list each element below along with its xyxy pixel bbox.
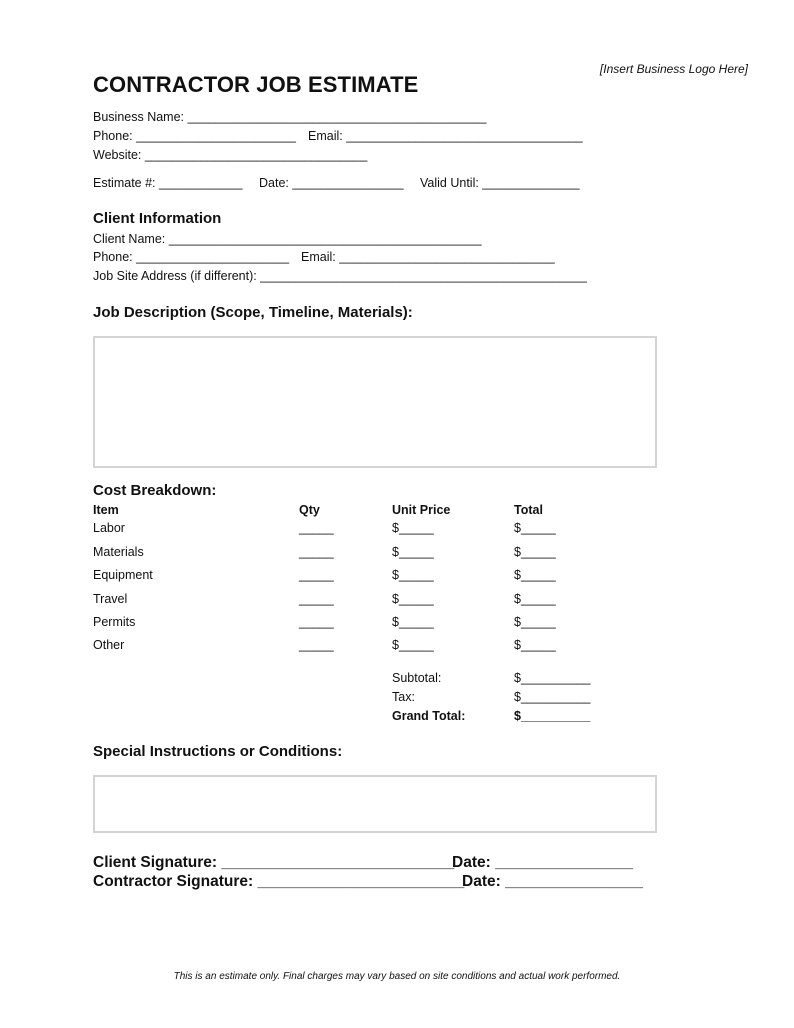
- row-item-label: Labor: [93, 521, 125, 535]
- client-phone-field[interactable]: Phone: ______________________: [93, 250, 290, 264]
- client-signature-field[interactable]: Client Signature: ___________________________: [93, 854, 455, 871]
- special-instructions-heading: Special Instructions or Conditions:: [93, 743, 343, 760]
- column-header-item: Item: [93, 503, 119, 517]
- row-item-label: Equipment: [93, 568, 153, 582]
- row-item-label: Permits: [93, 615, 136, 629]
- row-item-label: Other: [93, 638, 125, 652]
- row-qty-field[interactable]: _____: [299, 592, 334, 606]
- estimate-number-field[interactable]: Estimate #: ____________: [93, 176, 243, 190]
- business-website-field[interactable]: Website: ________________________________: [93, 148, 368, 162]
- row-total-field[interactable]: $_____: [514, 615, 556, 629]
- tax-field[interactable]: $__________: [514, 690, 591, 704]
- contractor-signature-field[interactable]: Contractor Signature: ________________________: [93, 873, 465, 890]
- row-unit-price-field[interactable]: $_____: [392, 592, 434, 606]
- row-total-field[interactable]: $_____: [514, 568, 556, 582]
- tax-label: Tax:: [392, 690, 415, 704]
- subtotal-label: Subtotal:: [392, 671, 442, 685]
- subtotal-field[interactable]: $__________: [514, 671, 591, 685]
- business-phone-field[interactable]: Phone: _______________________: [93, 129, 296, 143]
- row-qty-field[interactable]: _____: [299, 615, 334, 629]
- row-total-field[interactable]: $_____: [514, 592, 556, 606]
- row-qty-field[interactable]: _____: [299, 638, 334, 652]
- job-description-box[interactable]: [93, 336, 657, 468]
- row-total-field[interactable]: $_____: [514, 545, 556, 559]
- row-qty-field[interactable]: _____: [299, 568, 334, 582]
- row-unit-price-field[interactable]: $_____: [392, 638, 434, 652]
- row-item-label: Materials: [93, 545, 144, 559]
- row-total-field[interactable]: $_____: [514, 521, 556, 535]
- job-description-heading: Job Description (Scope, Timeline, Materials):: [93, 304, 413, 321]
- column-header-qty: Qty: [299, 503, 320, 517]
- disclaimer-footer: This is an estimate only. Final charges may vary based on site conditions and actual work performed.: [173, 971, 621, 982]
- grand-total-label: Grand Total:: [392, 709, 466, 723]
- row-item-label: Travel: [93, 592, 128, 606]
- row-unit-price-field[interactable]: $_____: [392, 615, 434, 629]
- column-header-unit-price: Unit Price: [392, 503, 451, 517]
- cost-breakdown-heading: Cost Breakdown:: [93, 482, 217, 499]
- column-header-total: Total: [514, 503, 543, 517]
- business-email-field[interactable]: Email: __________________________________: [308, 129, 583, 143]
- row-unit-price-field[interactable]: $_____: [392, 545, 434, 559]
- valid-until-field[interactable]: Valid Until: ______________: [420, 176, 580, 190]
- client-name-field[interactable]: Client Name: _____________________________________________: [93, 232, 482, 246]
- row-unit-price-field[interactable]: $_____: [392, 568, 434, 582]
- job-site-address-field[interactable]: Job Site Address (if different): _______________________________________________: [93, 269, 587, 283]
- client-information-heading: Client Information: [93, 210, 222, 227]
- row-qty-field[interactable]: _____: [299, 521, 334, 535]
- client-email-field[interactable]: Email: _______________________________: [301, 250, 555, 264]
- contractor-signature-date-field[interactable]: Date: ________________: [462, 873, 643, 890]
- grand-total-field[interactable]: $__________: [514, 709, 591, 723]
- client-signature-date-field[interactable]: Date: ________________: [452, 854, 633, 871]
- business-name-field[interactable]: Business Name: ___________________________________________: [93, 110, 487, 124]
- estimate-date-field[interactable]: Date: ________________: [259, 176, 404, 190]
- document-title: CONTRACTOR JOB ESTIMATE: [93, 72, 419, 97]
- row-qty-field[interactable]: _____: [299, 545, 334, 559]
- row-unit-price-field[interactable]: $_____: [392, 521, 434, 535]
- special-instructions-box[interactable]: [93, 775, 657, 833]
- business-logo-placeholder: [Insert Business Logo Here]: [599, 62, 748, 76]
- row-total-field[interactable]: $_____: [514, 638, 556, 652]
